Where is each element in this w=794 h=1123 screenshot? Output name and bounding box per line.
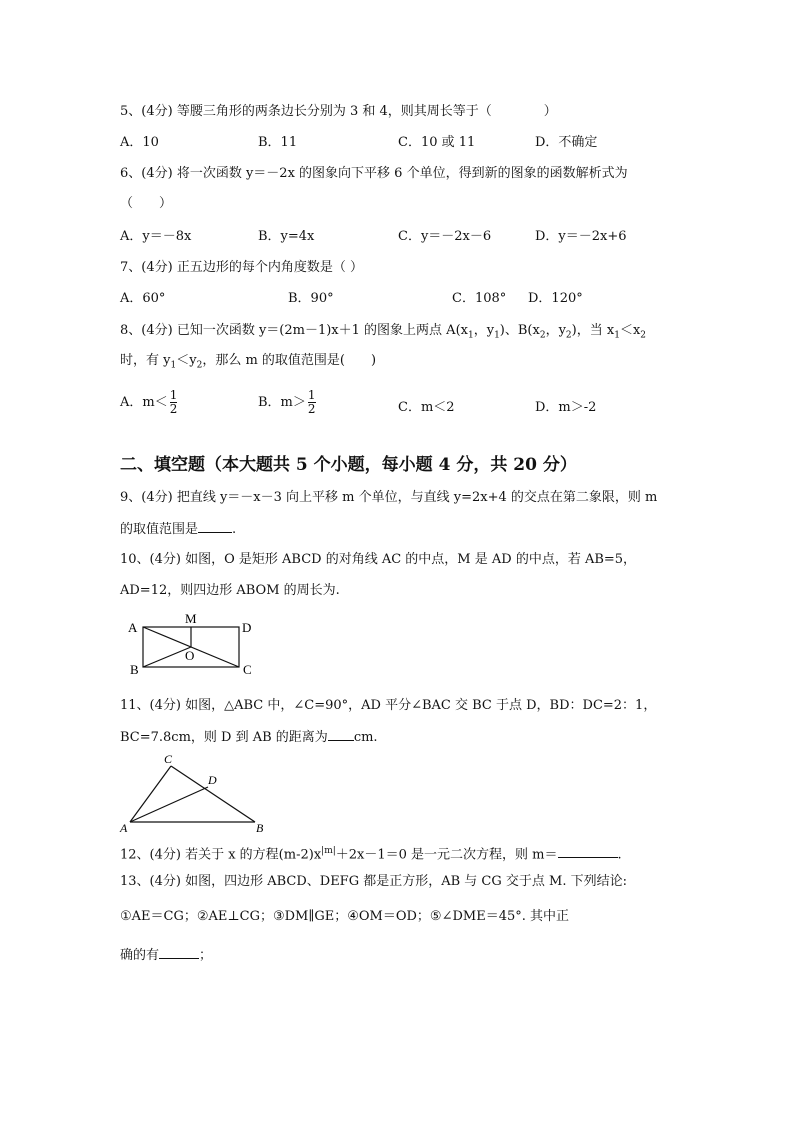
label-d: D — [208, 773, 217, 787]
label-o: O — [185, 648, 195, 663]
label-a: A — [120, 821, 128, 835]
bisector-ad — [130, 787, 208, 822]
q8-option-b: B．m＞ $\frac{1}{2}$ — [258, 388, 316, 416]
q6-text: 6、(4分) 将一次函数 y＝－2x 的图象向下平移 6 个单位，得到新的图象的函数解析式为 — [120, 166, 628, 181]
q10-line-2: AD=12，则四边形 ABOM 的周长为. — [120, 583, 340, 598]
label-a: A — [128, 620, 138, 635]
q6-option-c: C．y＝－2x－6 — [398, 229, 492, 244]
q11-line-2: BC=7.8cm，则 D 到 AB 的距离为 cm. — [120, 730, 378, 745]
label-c: C — [164, 752, 173, 766]
q5-option-c: C．10 或 11 — [398, 135, 476, 150]
answer-blank — [558, 845, 618, 858]
q6-option-d: D．y＝－2x+6 — [535, 229, 627, 244]
label-d: D — [242, 620, 252, 635]
fraction-one-half: $\frac{1}{2}$ — [307, 388, 316, 416]
q8-option-a: A．m＜ $\frac{1}{2}$ — [120, 388, 178, 416]
q8-option-d: D．m＞-2 — [535, 400, 597, 415]
answer-blank — [159, 946, 199, 959]
q13-line-2: ①AE＝CG；②AE⊥CG；③DM∥GE；④OM＝OD；⑤∠DME＝45°. 其中正 — [120, 909, 570, 924]
q7-text: 7、(4分) 正五边形的每个内角度数是（ ） — [120, 260, 363, 275]
side-ac — [130, 766, 171, 822]
q9-line-1: 9、(4分) 把直线 y＝－x－3 向上平移 m 个单位，与直线 y=2x+4 的交点在第二象限，则 m — [120, 490, 658, 505]
q6-option-a: A．y＝－8x — [120, 229, 192, 244]
triangle-abc-figure — [116, 750, 276, 835]
rectangle-abcd-figure — [118, 606, 268, 678]
q11-line-1: 11、(4分) 如图，△ABC 中，∠C=90°，AD 平分∠BAC 交 BC 于点 D，BD：DC=2：1， — [120, 698, 657, 713]
q5-option-b: B．11 — [258, 135, 298, 150]
q6-option-b: B．y=4x — [258, 229, 315, 244]
segment-bo — [143, 647, 191, 667]
label-m: M — [185, 611, 197, 626]
q7-option-b: B．90° — [288, 291, 334, 306]
label-b: B — [256, 821, 264, 835]
q7-option-d: D．120° — [528, 291, 583, 306]
fraction-one-half: $\frac{1}{2}$ — [169, 388, 178, 416]
q9-line-2: 的取值范围是 . — [120, 522, 237, 537]
label-b: B — [130, 662, 139, 677]
q13-line-1: 13、(4分) 如图，四边形 ABCD、DEFG 都是正方形，AB 与 CG 交于点 M. 下列结论: — [120, 874, 627, 889]
q10-line-1: 10、(4分) 如图，O 是矩形 ABCD 的对角线 AC 的中点，M 是 AD 的中点，若 AB=5， — [120, 552, 637, 567]
q12-text: 12、(4分) 若关于 x 的方程$(m-2)x^{|m|}+2x-1=0$ 是一元二次方程，则 m＝ . — [120, 846, 622, 863]
q8-line-1: 8、(4分) 已知一次函数 y＝(2m－1)x＋1 的图象上两点 $A(x_1$，$y_1$)、$B(x_2$，$y_2$)，当 $x_1<x_2$ — [120, 323, 647, 341]
q6-text-2: （ ） — [120, 196, 173, 211]
q5-text: 5、(4分) 等腰三角形的两条边长分别为 3 和 4，则其周长等于（ ） — [120, 104, 557, 119]
answer-blank — [198, 520, 232, 533]
section-heading: 二、填空题（本大题共 5 个小题，每小题 4 分，共 20 分） — [120, 455, 577, 475]
label-c: C — [243, 662, 252, 677]
q5-option-d: D．不确定 — [535, 135, 598, 150]
q7-option-c: C．108° — [452, 291, 507, 306]
answer-blank — [328, 728, 354, 741]
q7-option-a: A．60° — [120, 291, 166, 306]
q8-option-c: C．m＜2 — [398, 400, 455, 415]
q13-line-3: 确的有 ； — [120, 948, 213, 963]
q5-option-a: A．10 — [120, 135, 159, 150]
q8-line-2: 时，有 $y_1<y_2$，那么 m 的取值范围是( ) — [120, 353, 377, 371]
